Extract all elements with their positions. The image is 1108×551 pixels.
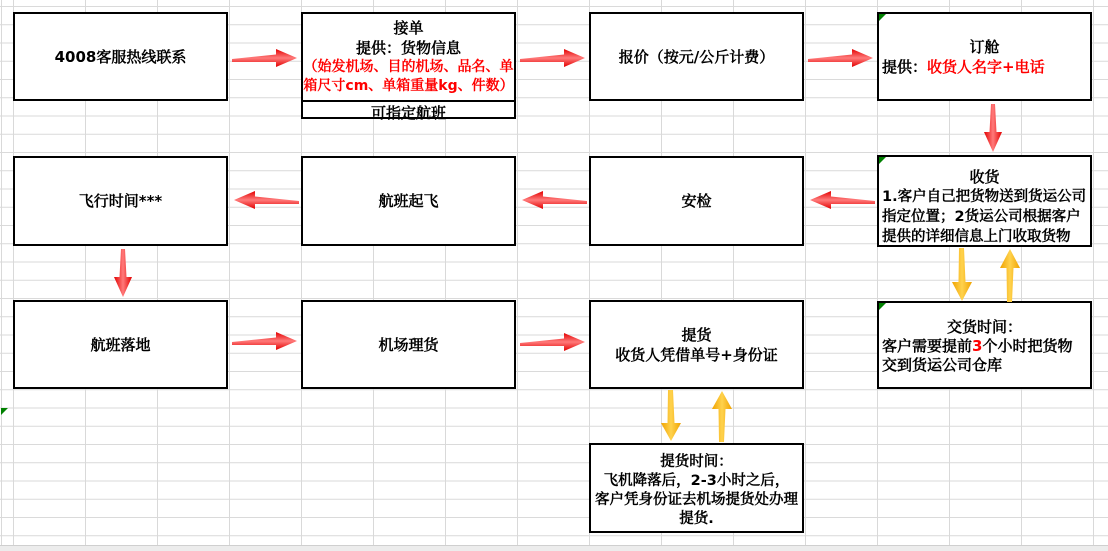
flow-box-pickup-title: 提货 [681, 325, 712, 344]
flow-box-takeoff-title: 航班起飞 [378, 192, 439, 210]
cell-comment-marker-icon [879, 14, 886, 21]
flow-box-security-title: 安检 [681, 192, 712, 210]
flow-box-booking-title: 订舱 [969, 37, 1000, 56]
flow-box-tally[interactable] [301, 300, 516, 389]
cell-comment-marker-icon [1, 408, 8, 415]
flow-box-quote-title: 报价（按元/公斤计费） [618, 47, 775, 66]
arrow-down-icon[interactable] [111, 249, 135, 298]
delivery-time-text-pre: 客户需要提前 [882, 337, 973, 355]
arrow-down-icon[interactable] [981, 104, 1005, 153]
arrow-down-yellow-icon[interactable] [660, 390, 682, 442]
arrow-right-icon[interactable] [520, 47, 586, 71]
flow-box-landing[interactable] [13, 300, 228, 389]
cell-comment-marker-icon [879, 303, 886, 310]
flow-box-delivery-time-detail [879, 337, 1090, 375]
arrow-left-icon[interactable] [521, 189, 587, 213]
cell-comment-marker-icon [879, 157, 886, 164]
flow-box-order-title: 接单 [393, 19, 424, 37]
flow-box-tally-title: 机场理货 [378, 335, 439, 354]
delivery-time-text-post: 个小时把货物交到货运公司仓库 [882, 337, 1073, 374]
delivery-time-text-highlight: 3 [972, 337, 983, 355]
arrow-right-icon[interactable] [808, 47, 874, 71]
flow-box-flight-time-title: 飞行时间*** [78, 192, 163, 210]
flow-box-order[interactable] [301, 12, 516, 122]
flow-box-receive-detail: 1.客户自己把货物送到货运公司指定位置；2货运公司根据客户提供的详细信息上门收取货物 [882, 189, 1087, 245]
flow-box-pickup-time-title: 提货时间： [660, 454, 733, 470]
flow-box-receive-title: 收货 [969, 168, 1000, 186]
arrow-up-yellow-icon[interactable] [711, 390, 733, 442]
sheet-bottom-scroll-strip[interactable] [0, 545, 1108, 551]
arrow-down-yellow-icon[interactable] [951, 248, 973, 302]
flow-box-takeoff[interactable] [301, 156, 516, 246]
arrow-left-icon[interactable] [809, 189, 875, 213]
flow-box-booking-label: 提供： [882, 57, 928, 76]
flow-box-contact-title: 4008客服热线联系 [54, 47, 187, 66]
flow-box-order-detail: （始发机场、目的机场、品名、单箱尺寸cm、单箱重量kg、件数） [303, 59, 514, 94]
flow-box-pickup-detail: 收货人凭借单号+身份证 [615, 345, 778, 364]
arrow-right-icon[interactable] [232, 47, 298, 71]
flow-box-booking-detail: 收货人名字+电话 [927, 57, 1045, 76]
flow-box-delivery-time[interactable] [877, 301, 1092, 389]
arrow-right-icon[interactable] [232, 330, 298, 354]
flow-box-delivery-time-title: 交货时间： [946, 318, 1022, 336]
flow-box-pickup-time-line2: 飞机降落后，2-3小时之后， [603, 473, 790, 489]
sheet-left-gridline [1, 0, 2, 545]
flow-box-pickup[interactable] [589, 300, 804, 389]
arrow-up-yellow-icon[interactable] [999, 248, 1021, 302]
flow-box-security[interactable] [589, 156, 804, 246]
flow-box-landing-title: 航班落地 [90, 335, 151, 354]
flow-box-contact[interactable] [13, 12, 228, 101]
flow-box-pickup-time-line3: 客户凭身份证去机场提货处办理提货. [595, 492, 798, 527]
arrow-left-icon[interactable] [233, 189, 299, 213]
flow-box-receive[interactable] [877, 155, 1092, 247]
flow-box-flight-time[interactable] [13, 156, 228, 246]
flow-box-order-footer: 可指定航班 [303, 100, 514, 123]
flow-box-pickup-time[interactable] [589, 443, 804, 533]
flow-box-booking-line [879, 57, 1090, 77]
arrow-right-icon[interactable] [520, 331, 586, 355]
flow-box-booking[interactable] [877, 12, 1092, 101]
flow-box-order-subtitle: 提供：货物信息 [355, 39, 461, 57]
flow-box-quote[interactable] [589, 12, 804, 101]
